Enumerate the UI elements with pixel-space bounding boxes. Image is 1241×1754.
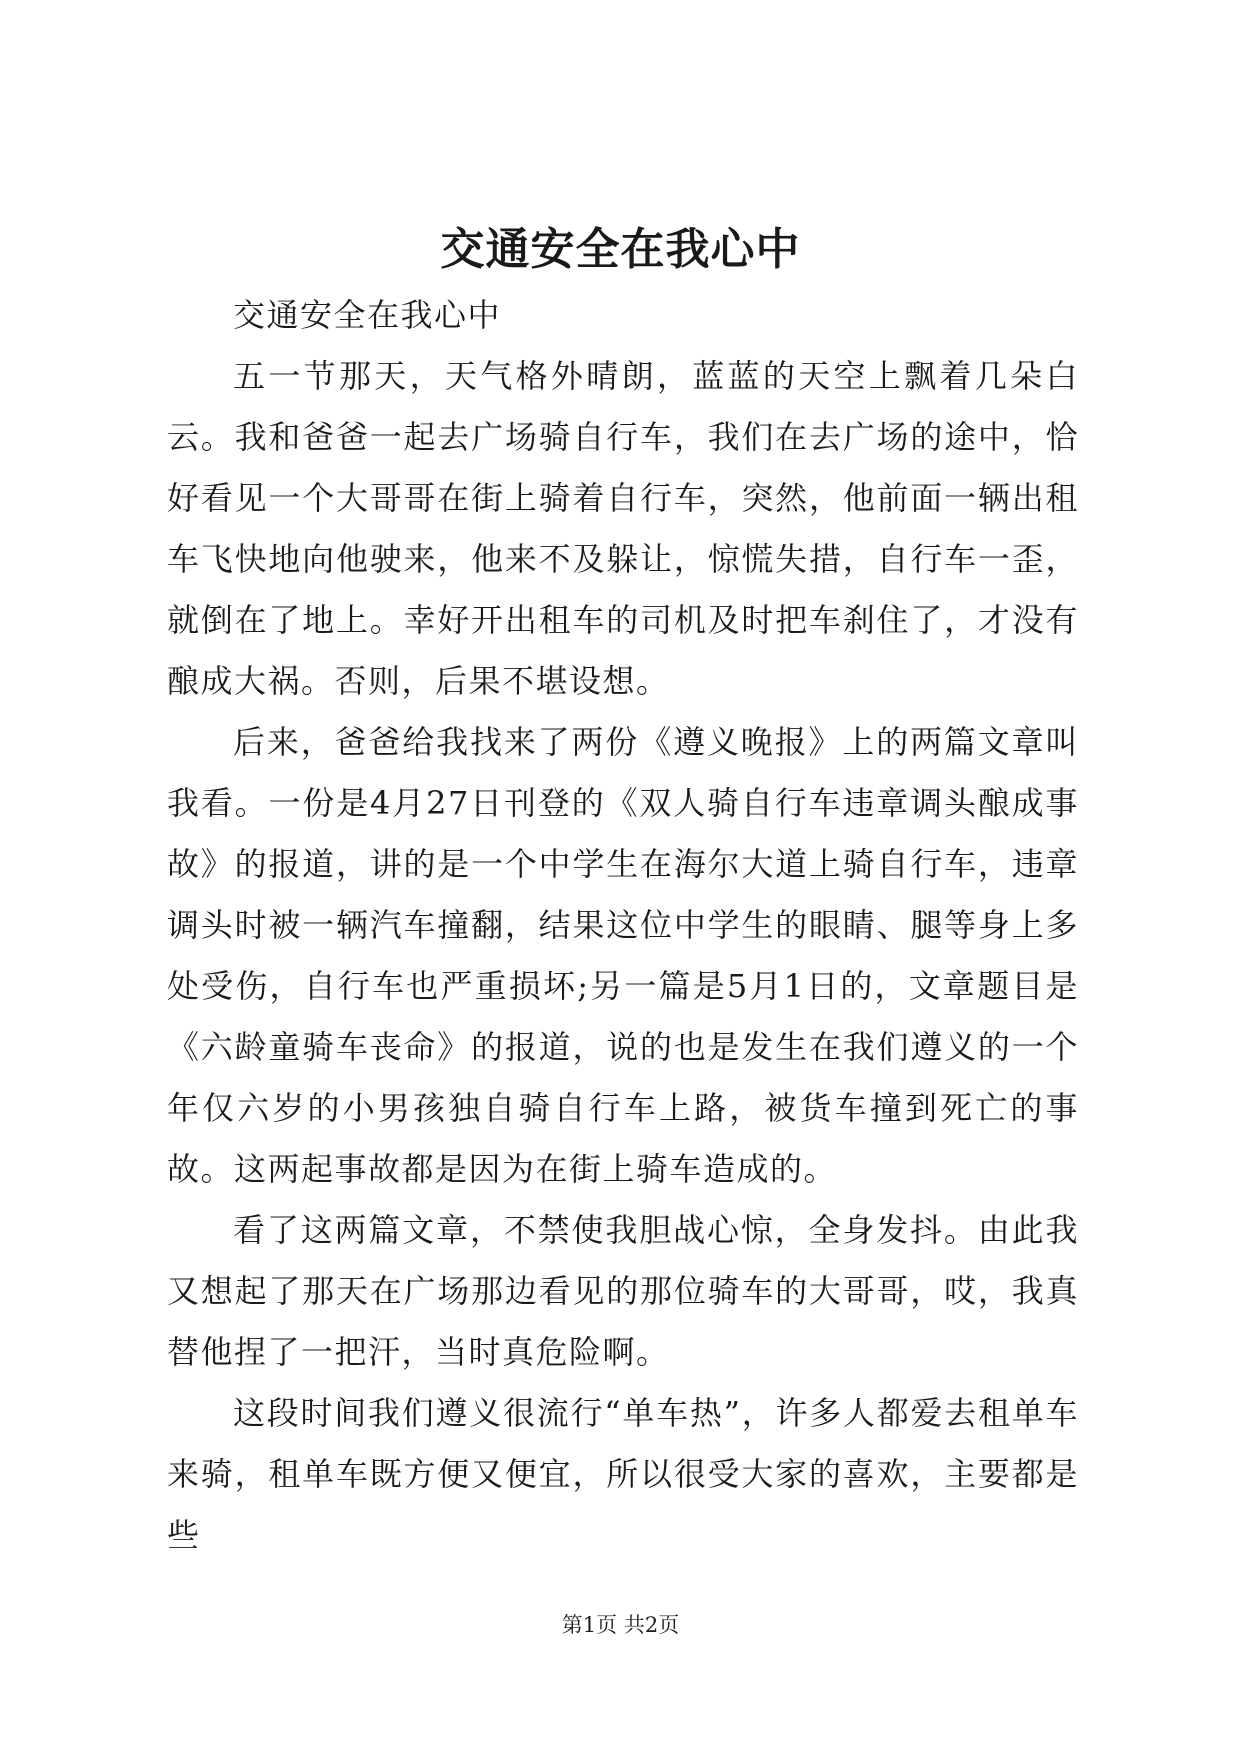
document-body — [167, 285, 1079, 1566]
document-title: 交通安全在我心中 — [440, 224, 801, 275]
paragraph-3: 看了这两篇文章，不禁使我胆战心惊，全身发抖。由此我又想起了那天在广场那边看见的那位骑车的大哥哥，哎，我真替他捏了一把汗，当时真危险啊。 — [167, 1211, 1079, 1371]
paragraph-2: 后来，爸爸给我找来了两份《遵义晚报》上的两篇文章叫我看。一份是4月27日刊登的《双人骑自行车违章调头酿成事故》的报道，讲的是一个中学生在海尔大道上骑自行车，违章调头时被一辆汽车撞翻，结果这位中学生的眼睛、腿等身上多处受伤，自行车也严重损坏;另一篇是5月1日的，文章题目是《六龄童骑车丧命》的报道，说的也是发生在我们遵义的一个年仅六岁的小男孩独自骑自行车上路，被货车撞到死亡的事故。这两起事故都是因为在街上骑车造成的。 — [167, 723, 1079, 1188]
paragraph-subtitle: 交通安全在我心中 — [233, 296, 502, 334]
page-number: 第1页 共2页 — [561, 1613, 680, 1637]
page-footer — [0, 1610, 1241, 1640]
paragraph-4: 这段时间我们遵义很流行“单车热”，许多人都爱去租单车来骑，租单车既方便又便宜，所以很受大家的喜欢，主要都是些 — [167, 1394, 1079, 1554]
paragraph-1: 五一节那天，天气格外晴朗，蓝蓝的天空上飘着几朵白云。我和爸爸一起去广场骑自行车，我们在去广场的途中，恰好看见一个大哥哥在街上骑着自行车，突然，他前面一辆出租车飞快地向他驶来，他来不及躲让，惊慌失措，自行车一歪，就倒在了地上。幸好开出租车的司机及时把车刹住了，才没有酿成大祸。否则，后果不堪设想。 — [167, 357, 1079, 700]
